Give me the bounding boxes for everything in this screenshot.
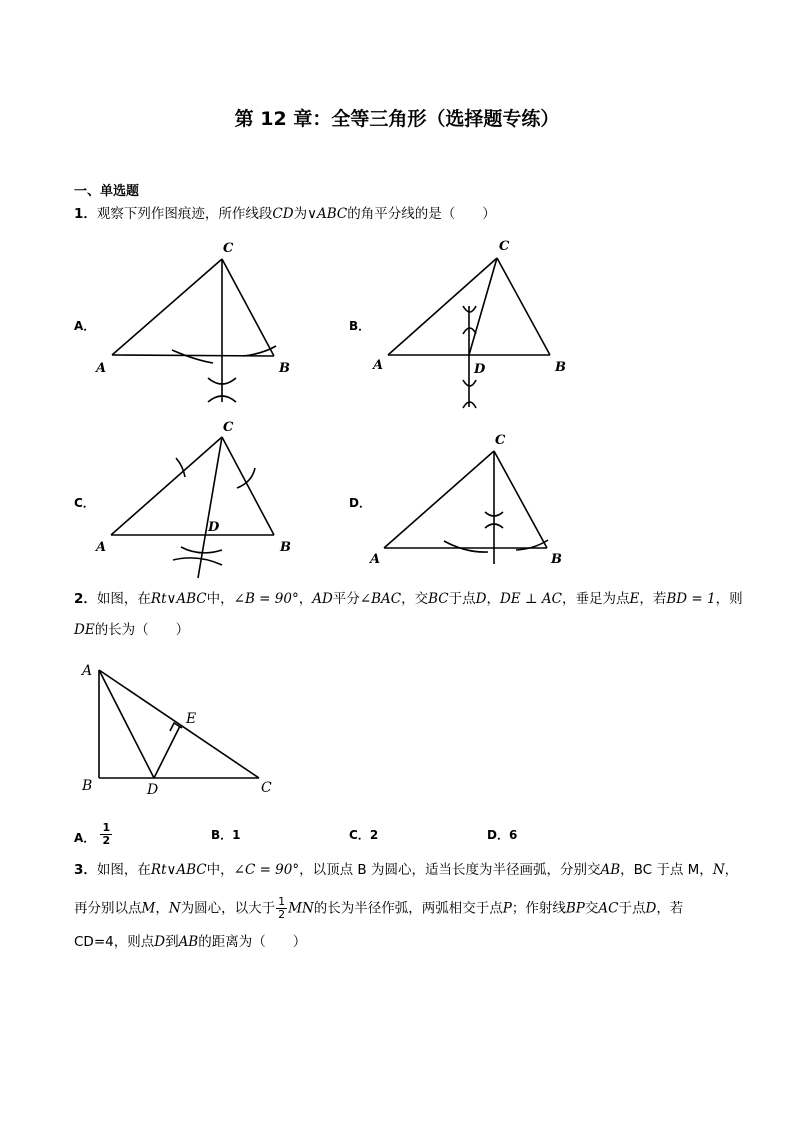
stem-text: ， [486,591,500,607]
label-c: C [495,433,506,448]
bd-value: BD = 1 [666,591,716,607]
segment-bc: BC [428,591,449,607]
stem-text: ， [155,900,169,917]
option-value: 1 [232,828,241,842]
q2-option-d[interactable] [487,826,517,843]
option-d-label: D． [349,496,371,510]
option-c-label: C． [74,496,95,510]
stem-text: 中， [206,591,234,607]
stem-text: 的距离为（ ） [198,934,307,950]
ray-bp: BP [565,900,585,917]
perpendicular-de-ac: DE ⊥ AC [499,591,562,607]
label-c: C [223,241,234,256]
point-e: E [629,591,640,607]
stem-text: 于点 [618,900,646,917]
label-e: E [186,711,197,727]
page-title: 第 12 章：全等三角形（选择题专练） [234,108,560,130]
q2-option-b[interactable] [211,826,241,843]
option-letter: D． [487,828,509,842]
fraction-one-half [100,822,112,847]
q2-option-c[interactable] [349,826,378,843]
label-b: B [551,552,562,567]
stem-text: 到 [165,934,179,950]
question-3-stem-line1 [74,860,738,880]
label-a: A [373,358,384,373]
stem-text: 交 [584,900,599,917]
section-heading: 一、单选题 [74,184,140,199]
fraction-numerator: 1 [102,821,111,834]
label-a: A [96,361,107,376]
question-3-stem-line3 [74,932,306,952]
stem-text: 再分别以点 [74,900,142,917]
stem-text: ， [724,862,739,878]
segment-ab: AB [600,862,621,878]
segment-ab: AB [178,934,199,950]
option-letter: A． [74,831,96,845]
point-d: D [154,934,166,950]
label-a: A [96,540,107,555]
label-b: B [555,360,566,375]
stem-text: CD=4，则点 [74,934,155,950]
point-n: N [712,862,725,878]
label-a: A [370,552,381,567]
stem-text: ，交 [401,591,429,607]
stem-text: ；作射线 [511,900,566,917]
point-d: D [645,900,657,917]
question-3-stem-line2 [74,896,683,921]
option-letter: B． [211,828,233,842]
segment-ac: AC [598,900,619,917]
point-d: D [475,591,487,607]
label-c: C [261,780,272,796]
segment-cd: CD [272,206,294,222]
segment-mn: MN [288,900,314,917]
option-value: 2 [369,828,379,842]
fraction-numerator: 1 [278,895,286,908]
point-n: N [168,900,181,917]
angle-c: ∠C = 90° [233,862,300,878]
question-number: 1． [74,206,97,222]
point-m: M [141,900,156,917]
stem-text: 平分 [332,591,360,607]
stem-text: ，则 [715,591,743,607]
stem-text: ，垂足为点 [561,591,630,607]
stem-text: ， [298,591,313,607]
label-b: B [279,361,290,376]
option-letter: C． [349,828,370,842]
stem-text: 如图，在 [96,591,151,607]
stem-text: ，以顶点 B 为圆心，适当长度为半径画弧，分别交 [299,862,601,878]
stem-text: 于点 [448,591,476,607]
question-number: 3． [74,862,97,878]
stem-text: 为 [293,206,308,222]
label-c: C [499,239,510,254]
label-d: D [147,782,159,798]
triangle-abc: ∨ABC [307,206,348,222]
stem-text: 如图，在 [96,862,151,878]
stem-text: ，BC 于点 M， [620,862,713,878]
question-number: 2． [74,591,97,607]
label-c: C [223,420,234,435]
label-d: D [208,520,220,535]
label-b: B [82,778,93,794]
label-a: A [82,663,93,679]
stem-text: 中， [206,862,234,878]
stem-text: 为圆心，以大于 [180,900,276,917]
option-b-label: B． [349,319,371,333]
triangle-abc: Rt∨ABC [150,862,207,878]
stem-text: ，若 [656,900,684,917]
q2-option-a[interactable] [74,821,113,851]
label-d: D [474,362,486,377]
angle-b: ∠B = 90° [233,591,299,607]
stem-text: 的角平分线的是（ ） [347,206,496,222]
stem-text: 的长为半径作弧，两弧相交于点 [313,900,503,917]
option-a-label: A． [74,319,96,333]
option-value: 6 [508,828,518,842]
point-p: P [502,900,512,917]
stem-text: ，若 [639,591,667,607]
fraction-denominator: 2 [102,834,111,847]
triangle-abc: Rt∨ABC [150,591,207,607]
stem-text: 观察下列作图痕迹，所作线段 [96,206,273,222]
fraction-one-half [276,896,287,921]
fraction-denominator: 2 [278,908,286,921]
segment-ad: AD [312,591,333,607]
stem-text: 的长为（ ） [94,622,190,638]
angle-bac: ∠BAC [359,591,402,607]
segment-de: DE [74,622,95,638]
label-b: B [280,540,291,555]
